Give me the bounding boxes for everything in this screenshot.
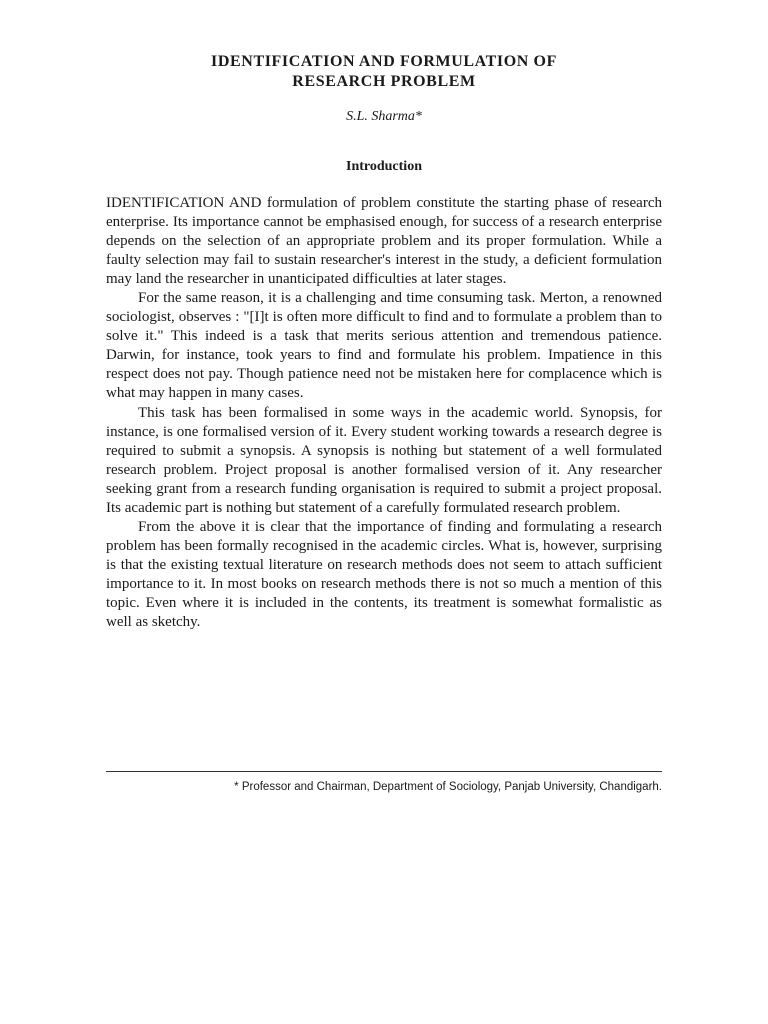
paragraph-3: This task has been formalised in some ways in the academic world. Synopsis, for instance, is one formalised version of it. Every student working towards a research degree is required to submit a synopsis. A synopsis is nothing but statement of a well formulated research problem. Project proposal is another formalised version of it. Any researcher seeking grant from a research funding organisation is required to submit a project proposal. Its academic part is nothing but statement of a carefully formulated research problem.	[106, 404, 662, 516]
article-title-line-2: RESEARCH PROBLEM	[292, 73, 476, 90]
footnote-divider	[106, 771, 662, 772]
footnote: * Professor and Chairman, Department of Sociology, Panjab University, Chandigarh.	[234, 781, 662, 793]
paragraph-1: IDENTIFICATION AND formulation of problem constitute the starting phase of research enterprise. Its importance cannot be emphasised enough, for success of a research enterprise depends on the selection of an appropriate problem and its proper formulation. While a faulty selection may fail to sustain researcher's interest in the study, a deficient formulation may land the researcher in unanticipated difficulties at later stages.	[106, 195, 662, 288]
article-title	[0, 52, 768, 92]
author-name: S.L. Sharma*	[346, 109, 422, 124]
paragraph-4: From the above it is clear that the importance of finding and formulating a research problem has been formally recognised in the academic circles. What is, however, surprising is that the existing textual literature on research methods does not seem to attach sufficient importance to it. In most books on research methods there is not so much a mention of this topic. Even where it is included in the contents, its treatment is somewhat formalistic as well as sketchy.	[106, 518, 662, 631]
article-title-line-1: IDENTIFICATION AND FORMULATION OF	[211, 53, 557, 70]
body-text	[106, 194, 662, 632]
section-heading: Introduction	[346, 159, 422, 174]
paragraph-2: For the same reason, it is a challenging and time consuming task. Merton, a renowned sociologist, observes : "[I]t is often more difficult to find and to formulate a problem than to solve it." This indeed is a task that merits serious attention and tremendous patience. Darwin, for instance, took years to find and formulate his problem. Impatience in this respect does not pay. Though patience need not be mistaken here for complacence which is what may happen in many cases.	[106, 290, 662, 402]
